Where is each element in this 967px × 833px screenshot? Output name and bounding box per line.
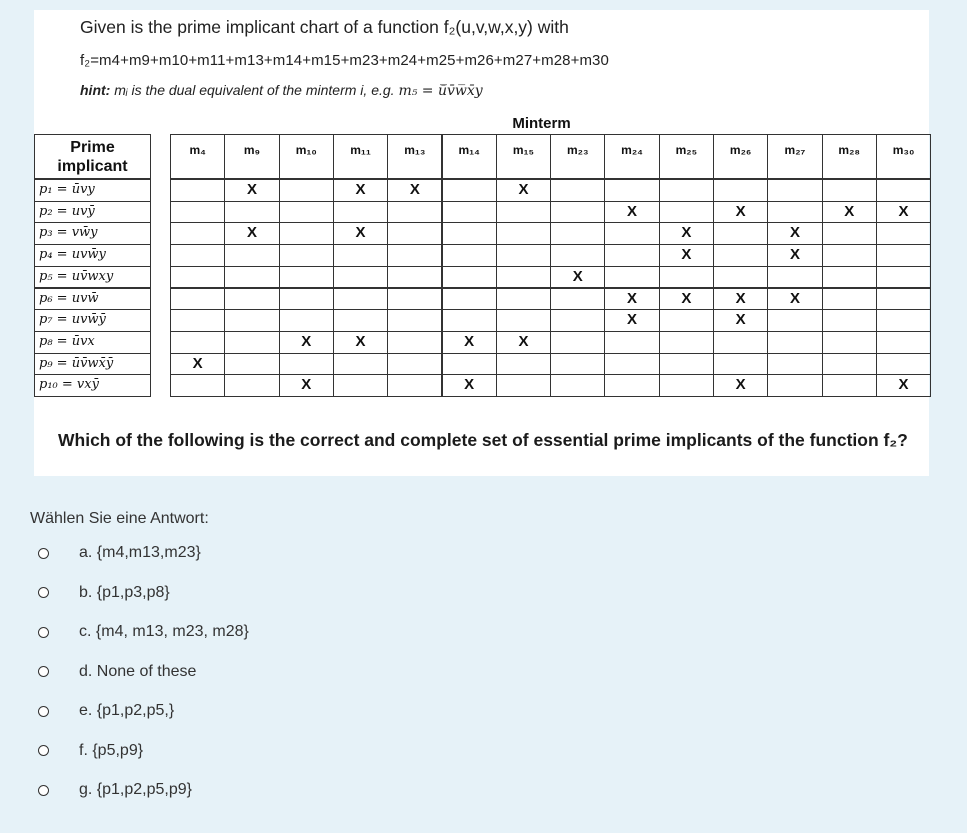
chart-cell [279, 244, 334, 267]
chart-mark: X [333, 331, 388, 354]
chart-cell [550, 309, 605, 332]
chart-cell [387, 222, 442, 245]
function-formula: f₂=m4+m9+m10+m11+m13+m14+m15+m23+m24+m25+m26+m27+m28+m30 [80, 52, 609, 69]
chart-cell [387, 353, 442, 376]
question-intro: Given is the prime implicant chart of a function f₂(u,v,w,x,y) with [80, 17, 569, 37]
chart-cell [604, 266, 659, 289]
chart-cell [224, 244, 279, 267]
column-header: m₂₇ [767, 134, 822, 179]
chart-mark: X [604, 288, 659, 311]
chart-cell [442, 179, 497, 202]
chart-cell [876, 353, 931, 376]
chart-cell [170, 288, 225, 311]
chart-mark: X [604, 309, 659, 332]
chart-cell [822, 244, 877, 267]
radio-button[interactable] [38, 706, 49, 717]
prime-implicant-label: p₅ = uv̄wxy [34, 266, 151, 289]
chart-mark: X [224, 179, 279, 202]
chart-cell [496, 353, 551, 376]
column-header: m₁₀ [279, 134, 334, 179]
chart-cell [333, 309, 388, 332]
chart-cell [442, 309, 497, 332]
answer-option-label: c. {m4, m13, m23, m28} [79, 623, 249, 640]
prime-implicant-header: Prime implicant [34, 134, 151, 179]
chart-cell [876, 244, 931, 267]
chart-cell [224, 374, 279, 397]
chart-mark: X [604, 201, 659, 224]
radio-button[interactable] [38, 785, 49, 796]
chart-cell [604, 374, 659, 397]
chart-cell [170, 309, 225, 332]
chart-cell [604, 222, 659, 245]
radio-button[interactable] [38, 587, 49, 598]
answer-option[interactable] [38, 660, 196, 684]
chart-cell [387, 201, 442, 224]
chart-cell [659, 179, 714, 202]
radio-button[interactable] [38, 666, 49, 677]
chart-cell [659, 374, 714, 397]
answer-option[interactable] [38, 739, 143, 763]
radio-button[interactable] [38, 745, 49, 756]
answer-option-label: g. {p1,p2,p5,p9} [79, 781, 192, 798]
column-header: m₁₃ [387, 134, 442, 179]
answer-option-label: a. {m4,m13,m23} [79, 544, 201, 561]
chart-cell [279, 288, 334, 311]
prime-implicant-label: p₈ = ūvx [34, 331, 151, 354]
chart-cell [767, 374, 822, 397]
chart-cell [713, 222, 768, 245]
answer-option[interactable] [38, 541, 201, 565]
chart-cell [767, 201, 822, 224]
chart-cell [713, 266, 768, 289]
chart-mark: X [713, 309, 768, 332]
chart-cell [279, 179, 334, 202]
chart-cell [876, 222, 931, 245]
chart-mark: X [767, 244, 822, 267]
chart-cell [604, 353, 659, 376]
chart-cell [767, 309, 822, 332]
prime-implicant-label: p₆ = uvw̄ [34, 288, 151, 311]
chart-cell [387, 374, 442, 397]
chart-mark: X [713, 288, 768, 311]
chart-cell [550, 222, 605, 245]
prime-implicant-label: p₉ = ūv̄wx̄ȳ [34, 353, 151, 376]
chart-cell [224, 201, 279, 224]
chart-cell [333, 374, 388, 397]
chart-cell [333, 288, 388, 311]
chart-cell [496, 222, 551, 245]
chart-cell [550, 179, 605, 202]
chart-cell [170, 374, 225, 397]
hint [80, 82, 483, 99]
chart-cell [659, 266, 714, 289]
answer-option[interactable] [38, 581, 170, 605]
chart-mark: X [279, 374, 334, 397]
answer-option-label: e. {p1,p2,p5,} [79, 702, 175, 719]
chart-cell [387, 331, 442, 354]
chart-cell [170, 179, 225, 202]
chart-cell [496, 266, 551, 289]
chart-cell [876, 309, 931, 332]
column-header: m₉ [224, 134, 279, 179]
chart-cell [170, 201, 225, 224]
chart-cell [876, 288, 931, 311]
chart-cell [496, 309, 551, 332]
chart-cell [767, 179, 822, 202]
column-header: m₃₀ [876, 134, 931, 179]
chart-mark: X [876, 201, 931, 224]
chart-cell [713, 179, 768, 202]
chart-cell [496, 201, 551, 224]
chart-mark: X [496, 179, 551, 202]
prime-implicant-label: p₄ = uvw̄y [34, 244, 151, 267]
column-header: m₁₄ [442, 134, 497, 179]
chart-cell [387, 288, 442, 311]
chart-cell [224, 331, 279, 354]
chart-cell [550, 201, 605, 224]
chart-cell [713, 353, 768, 376]
chart-mark: X [170, 353, 225, 376]
chart-cell [333, 266, 388, 289]
chart-cell [442, 353, 497, 376]
chart-cell [822, 266, 877, 289]
hint-math: m₅ = ū̅v̄w̅x̄y [398, 83, 483, 99]
question-card [34, 10, 929, 476]
chart-cell [170, 266, 225, 289]
chart-mark: X [659, 222, 714, 245]
chart-mark: X [767, 222, 822, 245]
chart-mark: X [713, 201, 768, 224]
radio-button[interactable] [38, 627, 49, 638]
chart-mark: X [442, 331, 497, 354]
chart-cell [442, 266, 497, 289]
chart-cell [279, 353, 334, 376]
chart-cell [224, 288, 279, 311]
radio-button[interactable] [38, 548, 49, 559]
chart-cell [822, 309, 877, 332]
hint-label: hint: [80, 82, 111, 98]
chart-mark: X [713, 374, 768, 397]
column-header: m₁₁ [333, 134, 388, 179]
chart-mark: X [550, 266, 605, 289]
question-prompt: Which of the following is the correct and complete set of essential prime implicants of the function f₂? [58, 430, 908, 450]
chart-mark: X [387, 179, 442, 202]
chart-cell [659, 331, 714, 354]
chart-cell [224, 266, 279, 289]
column-header: m₄ [170, 134, 225, 179]
chart-cell [822, 222, 877, 245]
minterm-title: Minterm [512, 115, 571, 132]
chart-mark: X [659, 288, 714, 311]
answer-option-label: b. {p1,p3,p8} [79, 583, 170, 601]
chart-cell [822, 374, 877, 397]
chart-cell [550, 353, 605, 376]
chart-cell [550, 374, 605, 397]
chart-mark: X [224, 222, 279, 245]
chart-cell [442, 244, 497, 267]
chart-cell [442, 288, 497, 311]
chart-cell [876, 179, 931, 202]
answer-option-label: f. {p5,p9} [79, 741, 144, 759]
chart-cell [604, 179, 659, 202]
chart-cell [496, 374, 551, 397]
column-header: m₂₅ [659, 134, 714, 179]
chart-mark: X [279, 331, 334, 354]
chart-cell [279, 266, 334, 289]
chart-cell [170, 222, 225, 245]
chart-mark: X [659, 244, 714, 267]
chart-cell [822, 353, 877, 376]
chart-cell [604, 244, 659, 267]
chart-cell [550, 331, 605, 354]
chart-cell [333, 244, 388, 267]
column-header: m₂₈ [822, 134, 877, 179]
chart-cell [387, 244, 442, 267]
chart-cell [442, 222, 497, 245]
column-header: m₂₄ [604, 134, 659, 179]
chart-cell [170, 331, 225, 354]
prime-implicant-label: p₇ = uvw̄ȳ [34, 309, 151, 332]
chart-cell [442, 201, 497, 224]
chart-cell [333, 201, 388, 224]
chart-cell [659, 353, 714, 376]
prime-implicant-label: p₁₀ = vxȳ [34, 374, 151, 397]
chart-mark: X [767, 288, 822, 311]
chart-cell [822, 331, 877, 354]
prime-implicant-label: p₂ = uvȳ [34, 201, 151, 224]
prime-implicant-label: p₁ = ūvy [34, 179, 151, 202]
chart-cell [387, 266, 442, 289]
chart-cell [170, 244, 225, 267]
prime-implicant-chart [34, 113, 929, 400]
answer-label: Wählen Sie eine Antwort: [30, 510, 209, 527]
chart-cell [387, 309, 442, 332]
chart-cell [496, 288, 551, 311]
chart-cell [767, 353, 822, 376]
chart-cell [279, 201, 334, 224]
chart-cell [224, 353, 279, 376]
answer-option[interactable] [38, 778, 192, 802]
hint-text: mᵢ is the dual equivalent of the minterm i, e.g. [110, 82, 399, 98]
column-header: m₁₅ [496, 134, 551, 179]
chart-cell [713, 244, 768, 267]
chart-cell [659, 201, 714, 224]
chart-cell [279, 222, 334, 245]
chart-mark: X [442, 374, 497, 397]
answer-option[interactable] [38, 699, 174, 723]
chart-cell [822, 288, 877, 311]
chart-cell [604, 331, 659, 354]
chart-cell [550, 244, 605, 267]
chart-cell [496, 244, 551, 267]
chart-mark: X [496, 331, 551, 354]
chart-cell [767, 331, 822, 354]
chart-cell [822, 179, 877, 202]
chart-cell [876, 331, 931, 354]
chart-cell [333, 353, 388, 376]
chart-mark: X [333, 179, 388, 202]
chart-cell [550, 288, 605, 311]
prime-implicant-label: p₃ = vw̄y [34, 222, 151, 245]
chart-cell [876, 266, 931, 289]
chart-mark: X [822, 201, 877, 224]
chart-mark: X [876, 374, 931, 397]
chart-cell [767, 266, 822, 289]
column-header: m₂₆ [713, 134, 768, 179]
chart-cell [224, 309, 279, 332]
answer-option-label: d. None of these [79, 662, 197, 680]
chart-cell [659, 309, 714, 332]
column-header: m₂₃ [550, 134, 605, 179]
chart-cell [279, 309, 334, 332]
chart-cell [713, 331, 768, 354]
answer-option[interactable] [38, 620, 249, 644]
chart-mark: X [333, 222, 388, 245]
